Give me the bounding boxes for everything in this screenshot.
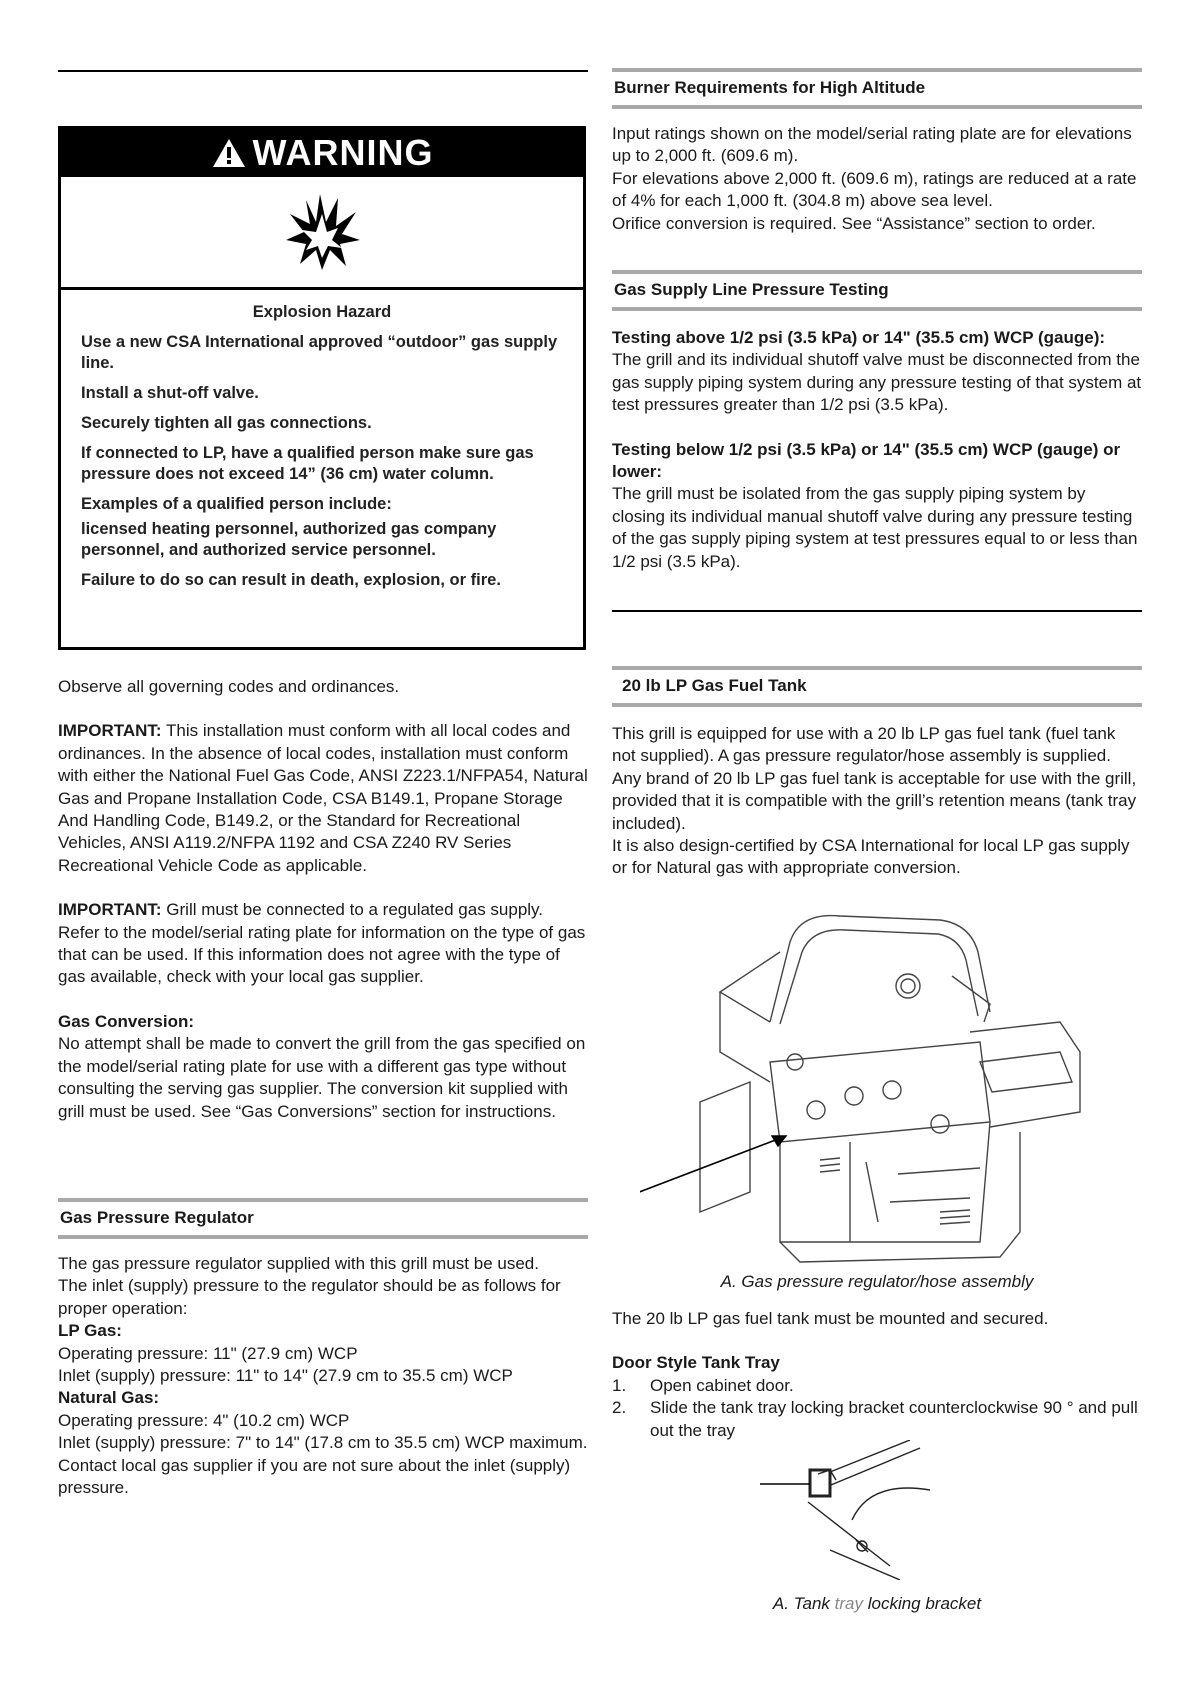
bracket-caption-part: locking bracket <box>862 1594 982 1613</box>
high-altitude-heading: Burner Requirements for High Altitude <box>612 68 1142 109</box>
bracket-caption-part: A. Tank <box>772 1594 835 1613</box>
ng-inlet-pressure: Inlet (supply) pressure: 7" to 14" (17.8 cm to 35.5 cm) WCP maximum. <box>58 1433 588 1453</box>
warning-box <box>58 126 586 650</box>
warning-header <box>61 129 583 177</box>
lp-gas-heading: LP Gas: <box>58 1321 122 1341</box>
important-text: Grill must be connected to a regulated gas supply. Refer to the model/serial rating plate for information on the type of gas that can be used. If this information does not agree with the type of gas available, check with your local gas supplier. <box>58 900 586 987</box>
regulator-text: The inlet (supply) pressure to the regulator should be as follows for proper operation: <box>58 1276 561 1318</box>
warning-title: WARNING <box>252 132 434 173</box>
lp-tank-heading: 20 lb LP Gas Fuel Tank <box>612 666 1142 707</box>
warning-triangle-icon <box>211 137 247 169</box>
tank-text: It is also design-certified by CSA International for local LP gas supply or for Natural gas with appropriate conversion. <box>612 836 1130 878</box>
important-label: IMPORTANT: <box>58 721 162 741</box>
warning-item: Failure to do so can result in death, explosion, or fire. <box>81 571 501 589</box>
warning-body <box>61 290 583 591</box>
explosion-symbol <box>61 177 583 290</box>
step-text: Slide the tank tray locking bracket counterclockwise 90 ° and pull out the tray <box>650 1398 1138 1440</box>
list-item <box>612 1397 1142 1442</box>
testing-above-heading: Testing above 1/2 psi (3.5 kPa) or 14" (35.5 cm) WCP (gauge): <box>612 328 1106 347</box>
testing-below-text: The grill must be isolated from the gas supply piping system by closing its individual manual shutoff valve during any pressure testing of the gas supply piping system at test pressures equal to or less than 1/2 psi (3.5 kPa). <box>612 484 1138 571</box>
pressure-testing-heading: Gas Supply Line Pressure Testing <box>612 270 1142 311</box>
testing-above-text: The grill and its individual shutoff valve must be disconnected from the gas supply piping system during any pressure testing of that system at test pressures greater than 1/2 psi (3.5 kPa). <box>612 350 1142 415</box>
top-rule <box>58 70 588 72</box>
tray-steps-list <box>612 1375 1142 1442</box>
important-paragraph-1 <box>58 720 588 877</box>
lp-tank-section <box>612 666 1142 880</box>
tank-tray-section <box>612 1308 1142 1442</box>
tank-text: Any brand of 20 lb LP gas fuel tank is acceptable for use with the grill, provided that it is compatible with the grill’s retention means (tank tray included). <box>612 768 1137 833</box>
bracket-caption <box>612 1594 1142 1614</box>
list-item <box>612 1375 1142 1397</box>
gas-pressure-regulator-heading: Gas Pressure Regulator <box>58 1198 588 1239</box>
important-paragraph-2 <box>58 899 588 989</box>
tank-tray-heading: Door Style Tank Tray <box>612 1353 780 1373</box>
bracket-caption-grey-word: tray <box>834 1594 863 1613</box>
important-label: IMPORTANT: <box>58 900 162 920</box>
gas-conversion-text: No attempt shall be made to convert the grill from the gas specified on the model/serial rating plate for use with a different gas type without consulting the serving gas supplier. The conversion kit supplied with grill must be used. See “Gas Conversions” section for instructions. <box>58 1034 586 1121</box>
warning-item: Securely tighten all gas connections. <box>81 414 372 432</box>
tank-tray-bracket-illustration <box>760 1440 930 1580</box>
altitude-text: For elevations above 2,000 ft. (609.6 m), ratings are reduced at a rate of 4% for each 1,000 ft. (304.8 m) above sea level. <box>612 168 1137 211</box>
ng-operating-pressure: Operating pressure: 4" (10.2 cm) WCP <box>58 1410 350 1430</box>
step-text: Open cabinet door. <box>650 1375 794 1395</box>
pressure-testing-section <box>612 270 1142 573</box>
natural-gas-heading: Natural Gas: <box>58 1388 160 1408</box>
tank-text: This grill is equipped for use with a 20 lb LP gas fuel tank (fuel tank not supplied). A gas pressure regulator/hose assembly is supplied. <box>612 724 1116 766</box>
explosion-icon <box>282 192 362 272</box>
high-altitude-section <box>612 68 1142 235</box>
lp-operating-pressure: Operating pressure: 11" (27.9 cm) WCP <box>58 1343 358 1363</box>
step-number: 1. <box>612 1375 627 1395</box>
gas-pressure-regulator-section <box>58 1198 588 1499</box>
contact-supplier-text: Contact local gas supplier if you are not sure about the inlet (supply) pressure. <box>58 1455 571 1498</box>
grill-illustration <box>640 912 1100 1268</box>
regulator-text: The gas pressure regulator supplied with this grill must be used. <box>58 1254 539 1273</box>
hazard-title: Explosion Hazard <box>252 303 392 321</box>
step-number: 2. <box>612 1398 627 1418</box>
testing-below-heading: Testing below 1/2 psi (3.5 kPa) or 14" (35.5 cm) WCP (gauge) or lower: <box>612 439 1121 482</box>
grill-caption: A. Gas pressure regulator/hose assembly <box>720 1272 1034 1291</box>
section-divider <box>612 610 1142 612</box>
warning-item: Install a shut-off valve. <box>81 384 259 402</box>
warning-item: Use a new CSA International approved “outdoor” gas supply line. <box>81 333 558 372</box>
altitude-text: Orifice conversion is required. See “Assistance” section to order. <box>612 213 1096 233</box>
important-text: This installation must conform with all local codes and ordinances. In the absence of local codes, installation must conform with either the National Fuel Gas Code, ANSI Z223.1/NFPA54, Natural Gas and Propane Installation Code, CSA B149.1, Propane Storage And Handling Code, B149.2, or the Standard for Recreational Vehicles, ANSI A119.2/NFPA 1192 and CSA Z240 RV Series Recreational Vehicle Code as applicable. <box>58 721 588 875</box>
gas-conversion-heading: Gas Conversion: <box>58 1011 195 1031</box>
mounted-text: The 20 lb LP gas fuel tank must be mounted and secured. <box>612 1309 1049 1328</box>
observe-text: Observe all governing codes and ordinances. <box>58 677 400 696</box>
left-text-column <box>58 676 588 1123</box>
warning-item: If connected to LP, have a qualified person make sure gas pressure does not exceed 14” (36 cm) water column. <box>81 444 534 483</box>
lp-inlet-pressure: Inlet (supply) pressure: 11" to 14" (27.9 cm to 35.5 cm) WCP <box>58 1366 513 1386</box>
altitude-text: Input ratings shown on the model/serial rating plate are for elevations up to 2,000 ft. (609.6 m). <box>612 124 1132 166</box>
warning-item: licensed heating personnel, authorized gas company personnel, and authorized service personnel. <box>81 520 497 559</box>
warning-item: Examples of a qualified person include: <box>81 495 392 513</box>
